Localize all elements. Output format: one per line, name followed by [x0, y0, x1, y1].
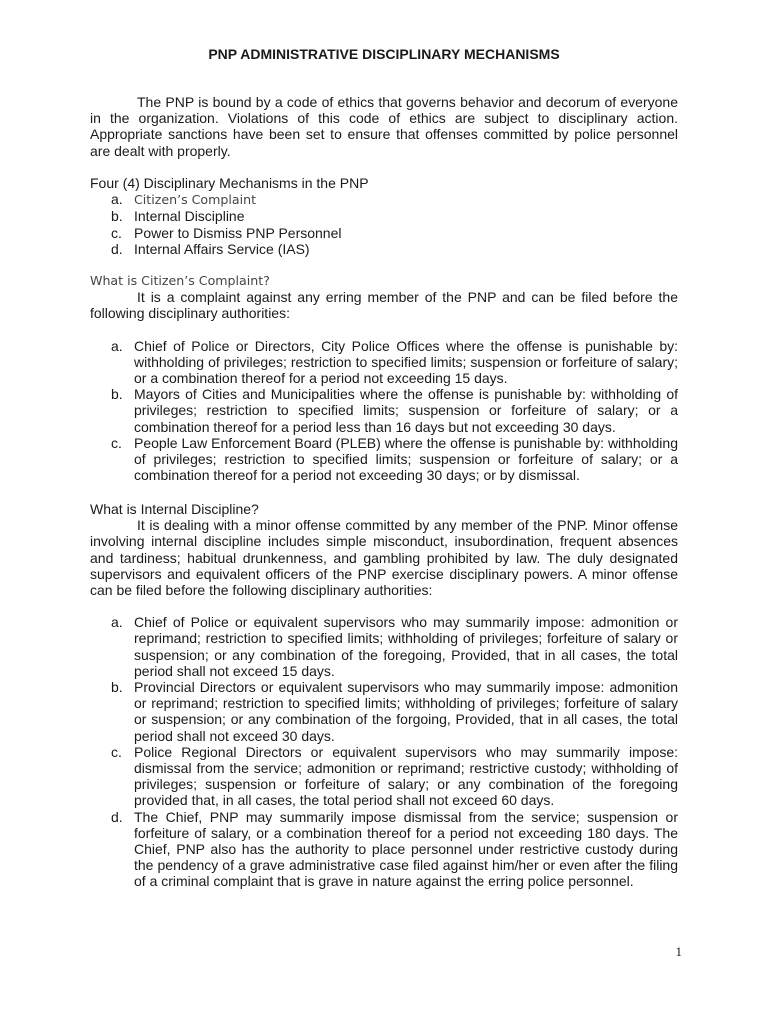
item-label: d. — [111, 808, 123, 825]
item-text: Mayors of Cities and Municipalities where the offense is punishable by: withholding of privileges; restriction to specified limits; suspension or forfeiture of salary; or a combination thereof for a period less than 16 days but not exceeding 30 days. — [134, 386, 678, 435]
item-text: Internal Affairs Service (IAS) — [134, 240, 310, 257]
citizens-complaint-section — [90, 273, 678, 483]
mechanisms-section — [90, 175, 678, 257]
authority-item — [90, 679, 678, 744]
item-text: Power to Dismiss PNP Personnel — [134, 224, 342, 241]
item-label: b. — [111, 679, 123, 696]
internal-discipline-section — [90, 501, 678, 890]
authority-item — [90, 614, 678, 679]
item-label: c. — [111, 743, 122, 760]
authority-item — [90, 386, 678, 435]
page-number: 1 — [675, 944, 682, 959]
authority-item — [90, 338, 678, 387]
intro-paragraph: The PNP is bound by a code of ethics that governs behavior and decorum of everyone in the organization. Violations of this code of ethics are subject to disciplinary action. Appropriate sanctions have been set to ensure that offenses committed by police personnel are dealt with properly. — [90, 94, 678, 159]
mechanism-item — [90, 191, 678, 208]
item-label: d. — [111, 240, 123, 257]
item-text: Chief of Police or Directors, City Police Offices where the offense is punishable by: withholding of privileges; restriction to specified limits; suspension or forfeiture of salary; or a combination thereof for a period not exceeding 15 days. — [134, 337, 678, 387]
document-title: PNP ADMINISTRATIVE DISCIPLINARY MECHANISMS — [208, 46, 560, 62]
authority-item — [90, 744, 678, 809]
authority-item — [90, 809, 678, 890]
item-text: Internal Discipline — [134, 208, 245, 225]
item-label: b. — [111, 386, 123, 403]
item-label: a. — [111, 191, 123, 208]
item-text: Police Regional Directors or equivalent supervisors who may summarily impose: dismissal from the service; admonition or reprimand; restrictive custody; withholding of privileges; suspension or forfeiture of salary; or any combination of the foregoing provided that, in all cases, the total period shall not exceed 60 days. — [134, 743, 678, 809]
internal-discipline-paragraph: It is dealing with a minor offense committed by any member of the PNP. Minor offense involving internal discipline includes simple misconduct, insubordination, frequent absences and tardiness; habitual drunkenness, and gambling prohibited by law. The duly designated supervisors and equivalent officers of the PNP exercise disciplinary powers. A minor offense can be filed before the following disciplinary authorities: — [90, 517, 678, 599]
item-label: a. — [111, 614, 123, 631]
citizens-complaint-heading: What is Citizen’s Complaint? — [90, 273, 270, 288]
citizens-authorities-list — [90, 338, 678, 484]
mechanisms-heading: Four (4) Disciplinary Mechanisms in the PNP — [90, 175, 369, 191]
authority-item — [90, 435, 678, 484]
item-label: a. — [111, 337, 123, 354]
item-text: Chief of Police or equivalent supervisors who may summarily impose: admonition or reprimand; restriction to specified limits; withholding of privileges; forfeiture of salary or suspension; or any combination of the foregoing, Provided, that in all cases, the total period shall not exceed 15 days. — [134, 614, 678, 679]
internal-authorities-list — [90, 614, 678, 889]
mechanism-item — [90, 225, 678, 241]
item-text: The Chief, PNP may summarily impose dismissal from the service; suspension or forfeiture of salary, or a combination thereof for a period not exceeding 180 days. The Chief, PNP also has the authority to place personnel under restrictive custody during the pendency of a grave administrative case filed against him/her or even after the filing of a criminal complaint that is grave in nature against the erring police personnel. — [134, 808, 678, 890]
citizens-complaint-paragraph: It is a complaint against any erring member of the PNP and can be filed before the following disciplinary authorities: — [90, 289, 678, 322]
item-text: People Law Enforcement Board (PLEB) where the offense is punishable by: withholding of privileges; restriction to specified limits; suspension or forfeiture of salary; or a combination thereof for a period not exceeding 30 days; or by dismissal. — [134, 434, 678, 484]
item-label: b. — [111, 208, 123, 225]
intro-section — [90, 94, 678, 159]
mechanisms-list — [90, 191, 678, 257]
internal-discipline-heading: What is Internal Discipline? — [90, 501, 259, 517]
item-label: c. — [111, 224, 122, 241]
item-text: Citizen’s Complaint — [134, 192, 257, 208]
mechanism-item — [90, 241, 678, 257]
item-label: c. — [111, 434, 122, 451]
mechanism-item — [90, 208, 678, 224]
item-text: Provincial Directors or equivalent supervisors who may summarily impose: admonition or reprimand; restriction to specified limits; withholding of privileges; forfeiture of salary or suspension; or any combination of the forgoing, Provided, that in all cases, the total period shall not exceed 30 days. — [134, 679, 678, 744]
